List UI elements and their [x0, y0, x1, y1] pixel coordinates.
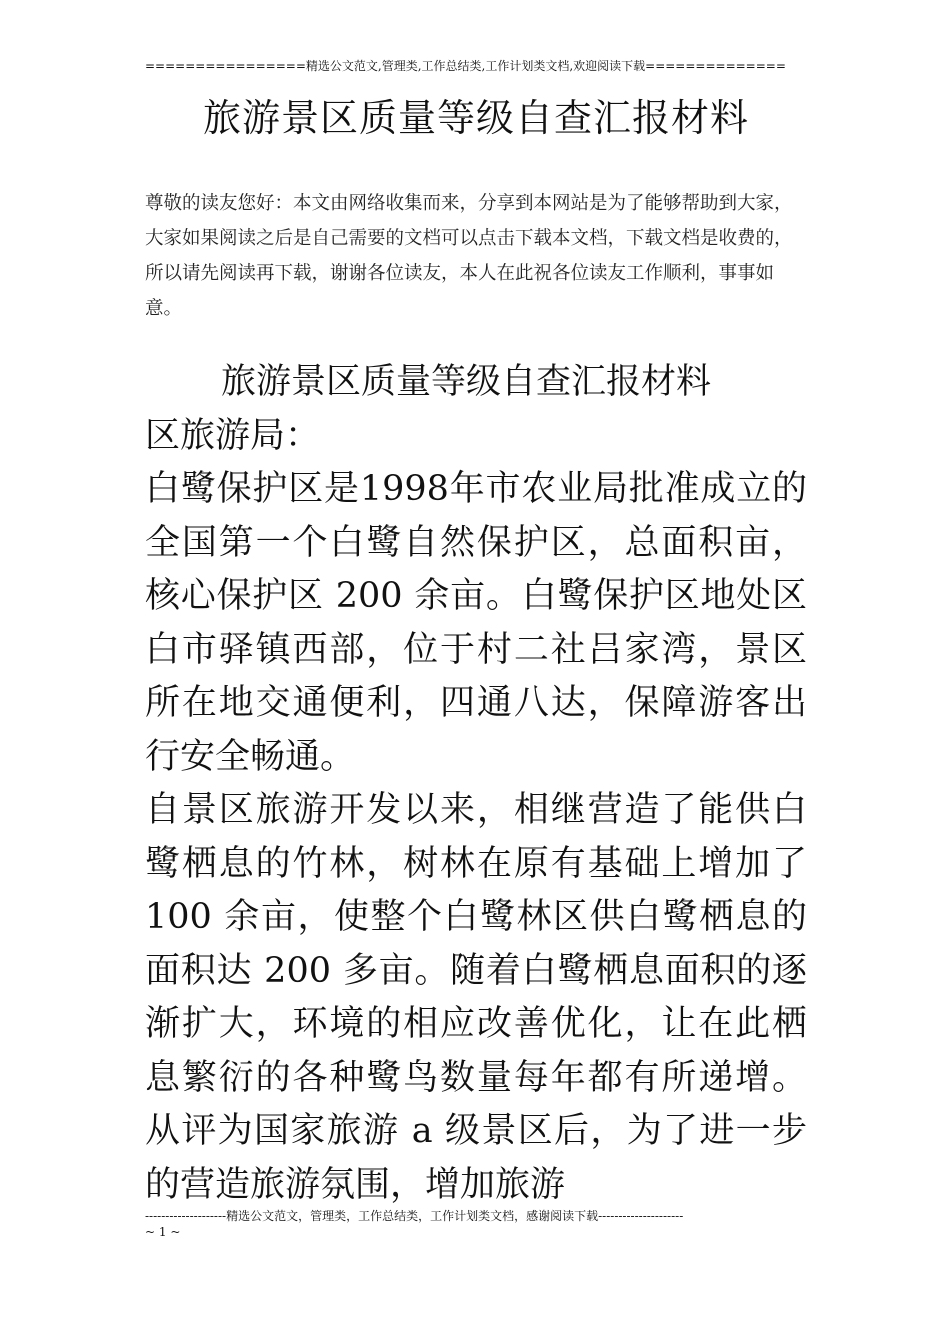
body-paragraph: 自景区旅游开发以来，相继营造了能供白鹭栖息的竹林，树林在原有基础上增加了 100 余亩，使整个白鹭林区供白鹭栖息的面积达 200 多亩。随着白鹭栖息面积的逐渐扩大，环境的相应改善优化，让在此栖息繁衍的各种鹭鸟数量每年都有所递增。从评为国家旅游 a 级景区后，为了进一步的营造旅游氛围，增加旅游 — [145, 790, 807, 1205]
document-body — [145, 356, 807, 1212]
body-paragraph: 白鹭保护区是1998年市农业局批准成立的全国第一个白鹭自然保护区，总面积亩，核心保护区 200 余亩。白鹭保护区地处区白市驿镇西部，位于村二社吕家湾，景区所在地交通便利，四通八达，保障游客出行安全畅通。 — [145, 469, 807, 777]
page-header: ================精选公文范文,管理类,工作总结类,工作计划类文档,欢迎阅读下载============== — [145, 59, 786, 73]
page-number: ~ 1 ~ — [145, 1225, 181, 1239]
page-footer: --------------------精选公文范文，管理类，工作总结类，工作计划类文档，感谢阅读下载--------------------- — [145, 1209, 684, 1223]
document-title: 旅游景区质量等级自查汇报材料 — [202, 96, 749, 140]
reader-notice: 尊敬的读友您好：本文由网络收集而来，分享到本网站是为了能够帮助到大家，大家如果阅读之后是自己需要的文档可以点击下载本文档，下载文档是收费的，所以请先阅读再下载，谢谢各位读友，本人在此祝各位读友工作顺利，事事如意。 — [145, 193, 793, 319]
salutation: 区旅游局： — [145, 415, 321, 456]
body-title: 旅游景区质量等级自查汇报材料 — [221, 362, 712, 402]
